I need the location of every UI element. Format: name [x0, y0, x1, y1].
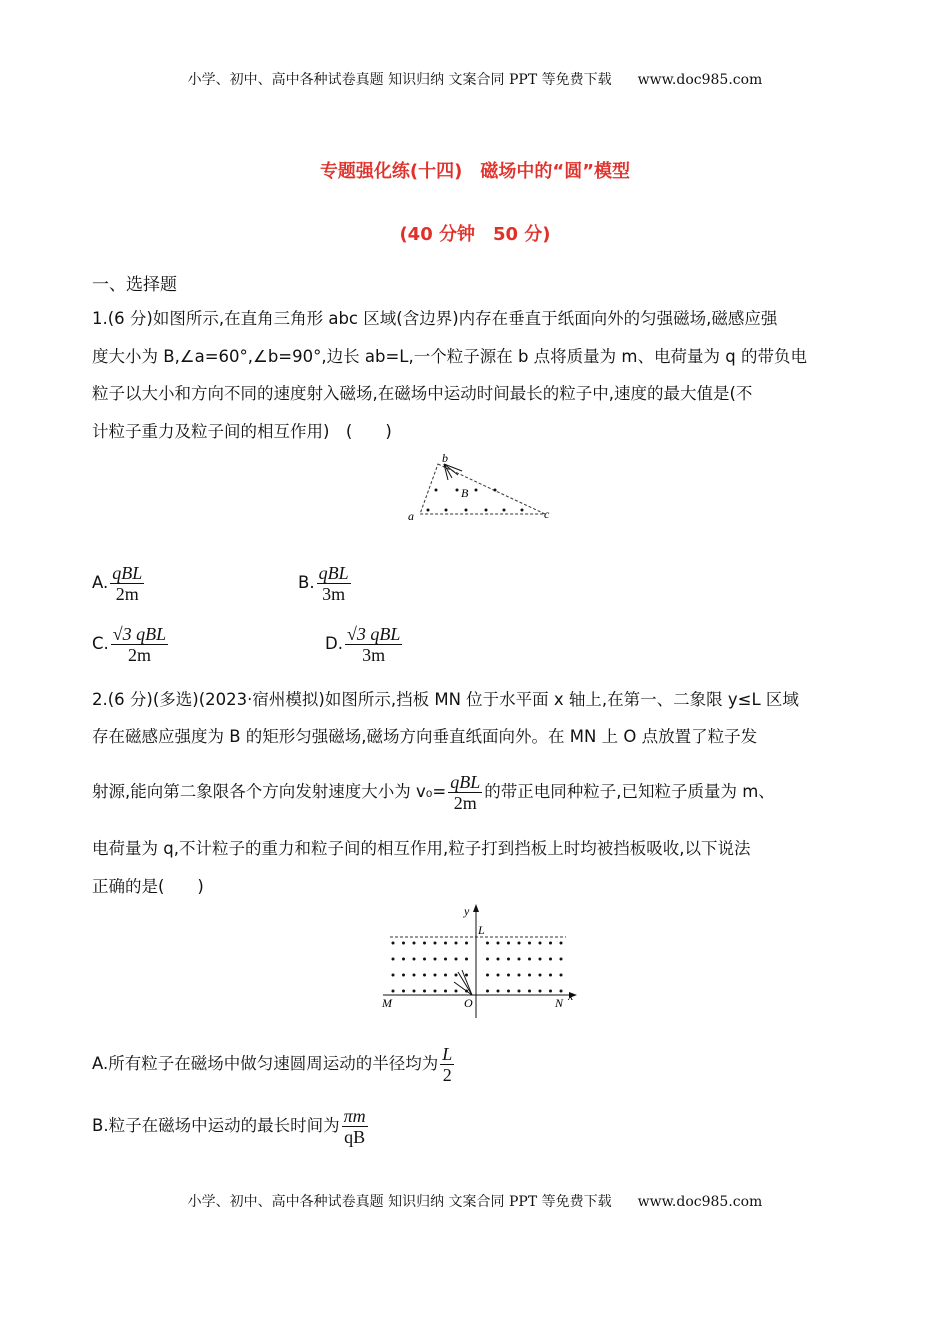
field-dot [497, 974, 500, 977]
header-url[interactable]: www.doc985.com [637, 72, 763, 88]
option-c[interactable]: C. $\frac{\text{√3 qBL}}{2m}$ [92, 624, 167, 665]
label-B: B [461, 486, 469, 500]
field-dot [423, 958, 426, 961]
field-dot [402, 942, 405, 945]
field-dot [465, 958, 468, 961]
field-dot [413, 958, 416, 961]
field-dot [518, 974, 521, 977]
field-dot [528, 942, 531, 945]
field-dot [455, 974, 458, 977]
field-dot [507, 942, 510, 945]
field-dot [549, 974, 552, 977]
option-a[interactable]: A. $\frac{\text{qBL}}{2m}$ [92, 563, 143, 604]
field-dot [392, 990, 395, 993]
label-x: x [568, 989, 574, 1003]
field-dot [455, 942, 458, 945]
field-dot [402, 990, 405, 993]
option-d[interactable]: D. $\frac{\text{√3 qBL}}{3m}$ [325, 624, 401, 665]
field-dot [549, 990, 552, 993]
field-dot [539, 958, 542, 961]
q1-line: 1.(6 分)如图所示,在直角三角形 abc 区域(含边界)内存在垂直于纸面向外的匀强磁场,磁感应强 [92, 309, 778, 328]
label-M: M [382, 996, 392, 1010]
label-N: N [555, 996, 564, 1010]
field-dot [486, 974, 489, 977]
field-dot [518, 942, 521, 945]
page-title: 专题强化练(十四) 磁场中的“圆”模型 [319, 161, 631, 182]
q1-triangle-figure [400, 448, 560, 526]
field-dot [444, 990, 447, 993]
field-dot [560, 942, 563, 945]
field-dot [486, 990, 489, 993]
field-dot [539, 974, 542, 977]
header-text: 小学、初中、高中各种试卷真题 知识归纳 文案合同 PPT 等免费下载 [187, 72, 612, 88]
field-dot [402, 958, 405, 961]
field-dot [434, 990, 437, 993]
field-dot [423, 942, 426, 945]
label-y: y [464, 904, 470, 918]
field-dot [413, 942, 416, 945]
q2-line: 2.(6 分)(多选)(2023·宿州模拟)如图所示,挡板 MN 位于水平面 x 轴上,在第一、二象限 y≤L 区域 [92, 690, 799, 709]
field-dot [560, 990, 563, 993]
section-heading: 一、选择题 [92, 275, 177, 295]
field-dot [444, 942, 447, 945]
q2-line: 正确的是( ) [92, 877, 204, 896]
q1-line: 粒子以大小和方向不同的速度射入磁场,在磁场中运动时间最长的粒子中,速度的最大值是(不 [92, 384, 753, 403]
label-O: O [464, 996, 473, 1010]
field-dot [497, 990, 500, 993]
q2-line: 存在磁感应强度为 B 的矩形匀强磁场,磁场方向垂直纸面向外。在 MN 上 O 点放置了粒子发 [92, 727, 758, 746]
label-L: L [478, 923, 485, 937]
footer-url[interactable]: www.doc985.com [637, 1194, 763, 1210]
field-dot [465, 942, 468, 945]
label-c: c [544, 507, 550, 521]
field-dot [528, 958, 531, 961]
field-dot [402, 974, 405, 977]
field-dot [507, 990, 510, 993]
field-dot [392, 958, 395, 961]
field-dot [507, 958, 510, 961]
field-dot [560, 974, 563, 977]
field-dot [434, 974, 437, 977]
field-dot [518, 958, 521, 961]
field-dot [465, 974, 468, 977]
field-dot [518, 990, 521, 993]
field-dot [434, 942, 437, 945]
field-dot [507, 974, 510, 977]
field-dot [528, 990, 531, 993]
field-dot [444, 974, 447, 977]
footer-text: 小学、初中、高中各种试卷真题 知识归纳 文案合同 PPT 等免费下载 [187, 1194, 612, 1210]
field-dot [423, 990, 426, 993]
label-a: a [408, 509, 414, 523]
field-dot [413, 990, 416, 993]
field-dot [455, 990, 458, 993]
field-dot [549, 942, 552, 945]
page-header [0, 69, 950, 89]
page-subtitle: (40 分钟 50 分) [399, 224, 551, 245]
field-dot [528, 974, 531, 977]
field-dot [444, 958, 447, 961]
field-dot [392, 974, 395, 977]
q2-option-b[interactable]: B.粒子在磁场中运动的最长时间为 $\frac{\pi m}{qB}$ [92, 1106, 366, 1147]
field-dot [413, 974, 416, 977]
q1-line: 度大小为 B,∠a=60°,∠b=90°,边长 ab=L,一个粒子源在 b 点将质量为 m、电荷量为 q 的带负电 [92, 347, 807, 366]
field-dot [392, 942, 395, 945]
field-dot [549, 958, 552, 961]
q1-line: 计粒子重力及粒子间的相互作用) ( ) [92, 422, 392, 441]
field-dot [560, 958, 563, 961]
field-dot [455, 958, 458, 961]
field-dot [497, 942, 500, 945]
q2-field-figure [378, 900, 583, 1022]
field-dot [434, 958, 437, 961]
field-dot [423, 974, 426, 977]
page-footer [0, 1191, 950, 1211]
field-dot [486, 942, 489, 945]
field-dot [497, 958, 500, 961]
field-dot [486, 958, 489, 961]
field-dot [539, 990, 542, 993]
field-dot [539, 942, 542, 945]
q2-line: 电荷量为 q,不计粒子的重力和粒子间的相互作用,粒子打到挡板上时均被挡板吸收,以下说法 [92, 839, 751, 858]
q2-line: 射源,能向第二象限各个方向发射速度大小为 v₀= $\frac{\text{qBL}}{2m}$ 的带正电同种粒子,已知粒子质量为 m、 [92, 772, 775, 813]
q2-option-a[interactable]: A.所有粒子在磁场中做匀速圆周运动的半径均为 $\frac{L}{2}$ [92, 1044, 453, 1085]
label-b: b [442, 451, 448, 465]
option-b[interactable]: B. $\frac{\text{qBL}}{3m}$ [298, 563, 349, 604]
